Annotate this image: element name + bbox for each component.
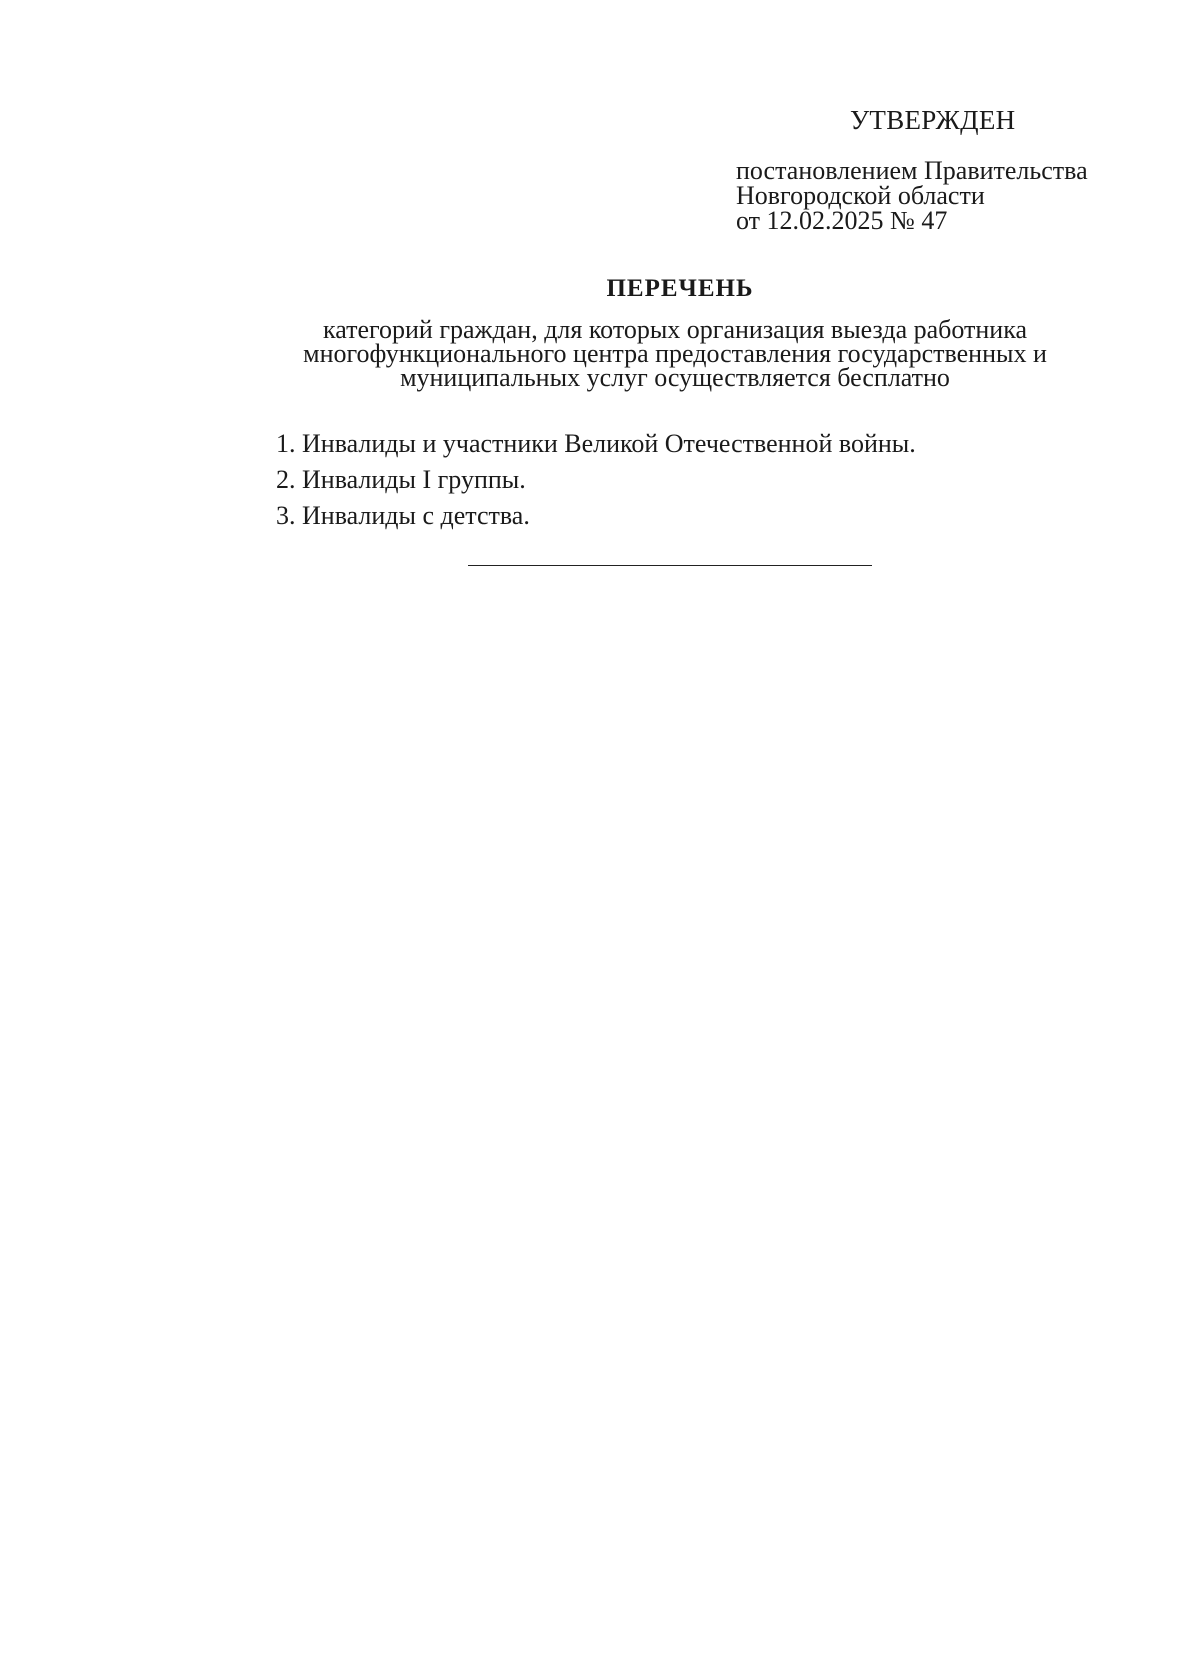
approval-line-resolution: постановлением Правительства: [736, 156, 1088, 185]
category-list: [276, 426, 916, 534]
subheading-line: муниципальных услуг осуществляется бесплатно: [400, 363, 950, 392]
approval-details: [736, 158, 1176, 233]
approval-line-date-number: от 12.02.2025 № 47: [736, 206, 948, 235]
closing-divider: [468, 565, 872, 566]
approval-title: УТВЕРЖДЕН: [850, 105, 1016, 135]
document-subheading: [260, 315, 1090, 392]
approval-line-region: Новгородской области: [736, 181, 985, 210]
subheading-line: категорий граждан, для которых организация выезда работника: [322, 315, 1028, 344]
subheading-line: многофункционального центра предоставления государственных и: [303, 339, 1047, 368]
document-heading: ПЕРЕЧЕНЬ: [606, 275, 754, 302]
list-item: 3. Инвалиды с детства.: [276, 501, 530, 530]
list-item: 1. Инвалиды и участники Великой Отечественной войны.: [276, 429, 916, 458]
list-item: 2. Инвалиды I группы.: [276, 465, 526, 494]
approval-block: [736, 104, 1176, 233]
